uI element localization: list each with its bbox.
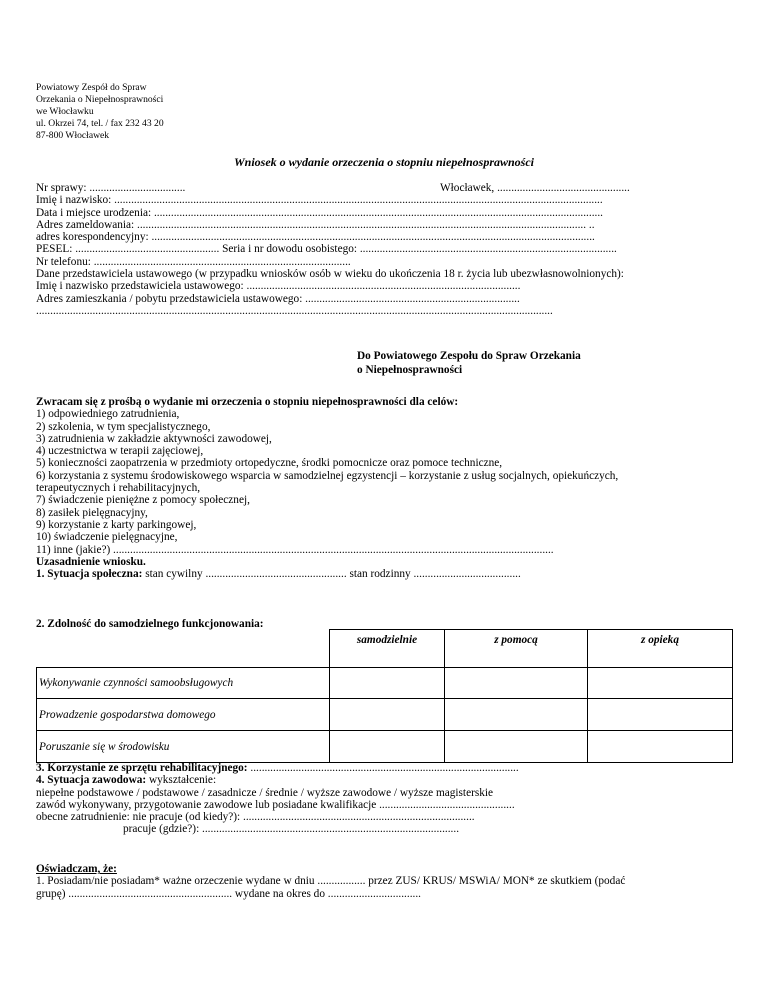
purpose-item: 3) zatrudnienia w zakładzie aktywności zawodowej,	[36, 432, 272, 445]
table-row	[37, 699, 733, 731]
addressee-line: o Niepełnosprawności	[357, 363, 463, 376]
column-header: samodzielnie	[330, 630, 445, 668]
purpose-item: 4) uczestnictwa w terapii zajęciowej,	[36, 445, 204, 458]
job-text: wykształcenie:	[146, 774, 217, 787]
org-line: ul. Okrzei 74, tel. / fax 232 43 20	[36, 118, 164, 129]
org-line: 87-800 Włocławek	[36, 130, 110, 141]
rehab-row[interactable]	[36, 762, 736, 774]
cell-checkbox[interactable]	[330, 731, 445, 763]
name-field[interactable]: Imię i nazwisko: .............................................................................................................................................................................	[36, 194, 603, 207]
table-row	[37, 668, 733, 699]
education-options[interactable]: niepełne podstawowe / podstawowe / zasadnicze / średnie / wyższe zawodowe / wyższe magisterskie	[36, 786, 494, 799]
row-label: Poruszanie się w środowisku	[37, 731, 330, 763]
table-corner	[37, 630, 330, 668]
table-header-row	[37, 630, 733, 668]
correspondence-address-field[interactable]: adres korespondencyjny: .............................................................................................................................................................	[36, 231, 595, 244]
functioning-title: 2. Zdolność do samodzielnego funkcjonowania:	[36, 618, 264, 630]
document-title: Wniosek o wydanie orzeczenia o stopniu niepełnosprawności	[233, 155, 535, 169]
guardian-name-field[interactable]: Imię i nazwisko przedstawiciela ustawowego: .................................................................................................	[36, 280, 521, 293]
professional-section	[36, 762, 736, 836]
purpose-other-field[interactable]: 11) inne (jakie?) ............................................................................................................................................................	[36, 543, 554, 556]
rehab-label: 3. Korzystanie ze sprzętu rehabilitacyjnego:	[36, 762, 248, 774]
functioning-table	[36, 629, 733, 763]
social-text[interactable]: stan cywilny .................................................. stan rodzinny ......................................	[142, 568, 521, 581]
employment-field[interactable]: obecne zatrudnienie: nie pracuje (od kiedy?): ..................................................................................	[36, 811, 475, 824]
org-line: Orzekania o Niepełnosprawności	[36, 94, 164, 105]
cell-checkbox[interactable]	[445, 668, 588, 699]
profession-field[interactable]: zawód wykonywany, przygotowanie zawodowe lub posiadane kwalifikacje ................................................	[36, 798, 515, 811]
job-label: 4. Sytuacja zawodowa:	[36, 774, 147, 787]
declaration-line[interactable]: 1. Posiadam/nie posiadam* ważne orzeczenie wydane w dniu ................. przez ZUS/ KRUS/ MSWiA/ MON* ze skutkiem (podać	[36, 875, 626, 888]
cell-checkbox[interactable]	[330, 668, 445, 699]
social-label: 1. Sytuacja społeczna:	[36, 568, 143, 581]
row-label: Wykonywanie czynności samoobsługowych	[37, 668, 330, 699]
organization-header	[36, 82, 164, 142]
addressee	[357, 350, 581, 377]
rehab-field[interactable]: ...............................................................................................	[247, 762, 519, 774]
purpose-item: 10) świadczenie pielęgnacyjne,	[36, 531, 178, 544]
purpose-item: 7) świadczenie pieniężne z pomocy społecznej,	[36, 494, 250, 507]
cell-checkbox[interactable]	[588, 668, 733, 699]
declaration-title: Oświadczam, że:	[36, 863, 117, 875]
table-row	[37, 731, 733, 763]
works-field[interactable]: pracuje (gdzie?): ...........................................................................................	[123, 823, 460, 836]
case-row	[36, 182, 736, 194]
purpose-item: 9) korzystanie z karty parkingowej,	[36, 518, 197, 531]
purpose-item: 2) szkolenia, w tym specjalistycznego,	[36, 420, 211, 433]
column-header: z pomocą	[445, 630, 588, 668]
cell-checkbox[interactable]	[445, 731, 588, 763]
justification-heading: Uzasadnienie wniosku.	[36, 555, 146, 568]
extra-field[interactable]: .......................................................................................................................................................................................	[36, 304, 553, 317]
declaration-section	[36, 863, 736, 900]
phone-field[interactable]: Nr telefonu: ...........................................................................................	[36, 255, 351, 268]
declaration-line[interactable]: grupę) .......................................................... wydane na okres do .................................	[36, 887, 421, 900]
purpose-item: 6) korzystania z systemu środowiskowego wsparcia w samodzielnej egzystencji – korzystanie z usług socjalnych, opiekuńczych,	[36, 469, 619, 482]
purpose-item: terapeutycznych i rehabilitacyjnych,	[36, 482, 201, 495]
registered-address-field[interactable]: Adres zameldowania: ............................................................................................................................................................... ..	[36, 218, 595, 231]
cell-checkbox[interactable]	[330, 699, 445, 731]
applicant-fields	[36, 182, 736, 317]
case-number-field[interactable]: Nr sprawy: ..................................	[36, 182, 186, 194]
purpose-item: 5) konieczności zaopatrzenia w przedmioty ortopedyczne, środki pomocnicze oraz pomoce techniczne,	[36, 457, 503, 470]
org-line: we Włocławku	[36, 106, 94, 117]
birth-field[interactable]: Data i miejsce urodzenia: ...............................................................................................................................................................	[36, 206, 603, 219]
job-row	[36, 774, 736, 786]
pesel-field[interactable]: PESEL: ................................................... Seria i nr dowodu osobistego: ...........................................................................................	[36, 243, 617, 256]
request-intro: Zwracam się z prośbą o wydanie mi orzeczenia o stopniu niepełnosprawności dla celów:	[36, 396, 459, 408]
purpose-item: 1) odpowiedniego zatrudnienia,	[36, 408, 180, 421]
cell-checkbox[interactable]	[588, 699, 733, 731]
column-header: z opieką	[588, 630, 733, 668]
guardian-address-field[interactable]: Adres zamieszkania / pobytu przedstawiciela ustawowego: ............................................................................	[36, 292, 520, 305]
cell-checkbox[interactable]	[588, 731, 733, 763]
cell-checkbox[interactable]	[445, 699, 588, 731]
row-label: Prowadzenie gospodarstwa domowego	[37, 699, 330, 731]
org-line: Powiatowy Zespół do Spraw	[36, 82, 147, 93]
social-situation-row[interactable]	[36, 568, 736, 580]
city-date-field[interactable]: Włocławek, ...............................................	[440, 182, 630, 194]
guardian-note: Dane przedstawiciela ustawowego (w przypadku wniosków osób w wieku do ukończenia 18 r. życia lub ubezwłasnowolnionych):	[36, 268, 624, 281]
purpose-item: 8) zasiłek pielęgnacyjny,	[36, 506, 148, 519]
request-section	[36, 396, 736, 580]
addressee-line: Do Powiatowego Zespołu do Spraw Orzekania	[357, 350, 581, 362]
